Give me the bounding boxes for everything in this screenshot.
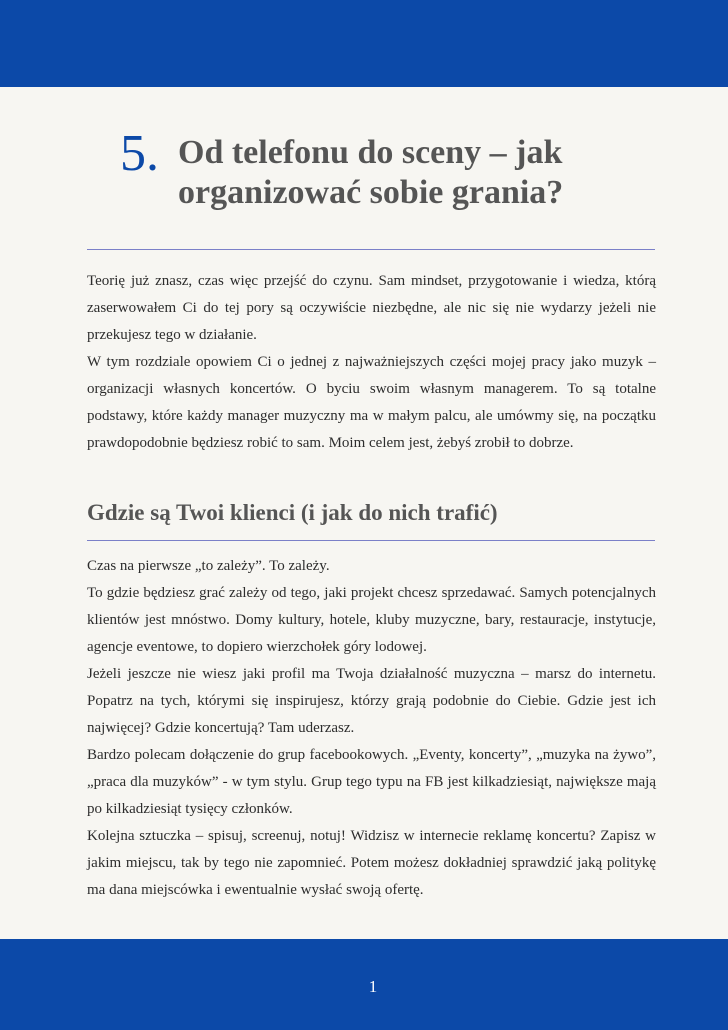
intro-paragraph: Teorię już znasz, czas więc przejść do czynu. Sam mindset, przygotowanie i wiedza, którą zaserwowałem Ci do tej pory są oczywiście niezbędne, ale nic się nie wydarzy jeżeli nie przekujesz tego w działanie. (87, 273, 656, 343)
title-divider (87, 249, 655, 250)
section-text (87, 553, 656, 904)
section-divider (87, 540, 655, 541)
intro-text (87, 268, 656, 457)
section-paragraph: Czas na pierwsze „to zależy”. To zależy. (87, 558, 330, 574)
section-paragraph: Kolejna sztuczka – spisuj, screenuj, notuj! Widzisz w internecie reklamę koncertu? Zapisz w jakim miejscu, tak by tego nie zapomnieć. Potem możesz dokładniej sprawdzić jaką politykę ma dana miejscówka i ewentualnie wysłać swoją ofertę. (87, 828, 656, 898)
page-number: 1 (368, 977, 378, 996)
section-paragraph: Bardzo polecam dołączenie do grup facebookowych. „Eventy, koncerty”, „muzyka na żywo”, „praca dla muzyków” - w tym stylu. Grup tego typu na FB jest kilkadziesiąt, największe mają po kilkadziesiąt tysięcy członków. (87, 747, 656, 817)
top-color-band (0, 0, 728, 87)
chapter-title: Od telefonu do sceny – jak organizować sobie grania? (178, 134, 564, 211)
chapter-number: 5. (120, 125, 159, 182)
section-paragraph: Jeżeli jeszcze nie wiesz jaki profil ma Twoja działalność muzyczna – marsz do internetu. Popatrz na tych, którymi się inspirujesz, którzy grają podobnie do Ciebie. Gdzie jest ich najwięcej? Gdzie koncertują? Tam uderzasz. (87, 666, 656, 736)
section-heading: Gdzie są Twoi klienci (i jak do nich trafić) (87, 500, 498, 525)
section-paragraph: To gdzie będziesz grać zależy od tego, jaki projekt chcesz sprzedawać. Samych potencjalnych klientów jest mnóstwo. Domy kultury, hotele, kluby muzyczne, bary, restauracje, instytucje, agencje eventowe, to dopiero wierzchołek góry lodowej. (87, 585, 656, 655)
intro-paragraph: W tym rozdziale opowiem Ci o jednej z najważniejszych części mojej pracy jako muzyk – organizacji własnych koncertów. O byciu swoim własnym managerem. To są totalne podstawy, które każdy manager muzyczny ma w małym palcu, ale umówmy się, na początku prawdopodobnie będziesz robić to sam. Moim celem jest, żebyś zrobił to dobrze. (87, 354, 656, 451)
